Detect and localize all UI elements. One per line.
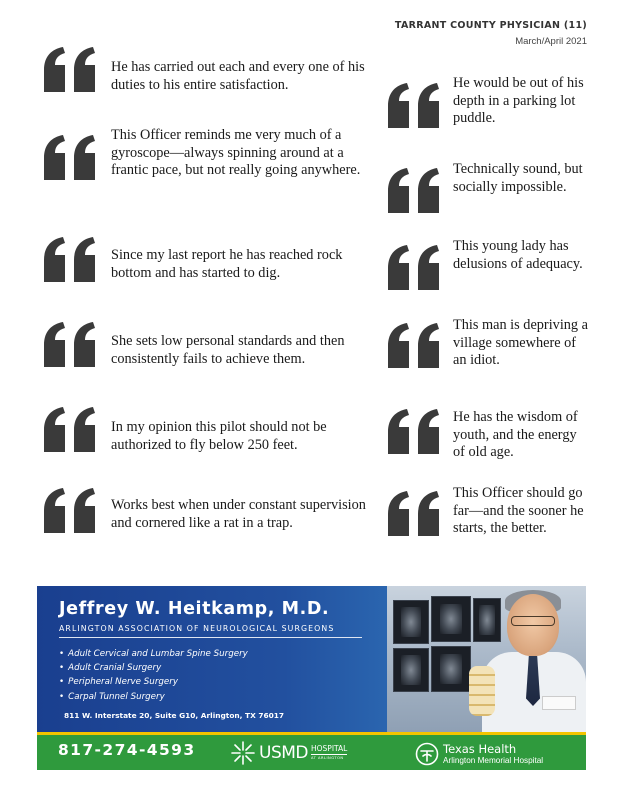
quote-text: Technically sound, but socially impossible. xyxy=(453,161,583,195)
quote-text: In my opinion this pilot should not be authorized to fly below 250 feet. xyxy=(111,419,327,453)
quote-mark-icon xyxy=(40,46,98,94)
doctor-glasses xyxy=(511,616,555,626)
doctor-name: Jeffrey W. Heitkamp, M.D. xyxy=(59,599,330,619)
issue-date: March/April 2021 xyxy=(515,36,587,47)
texas-health-logo xyxy=(415,739,543,769)
services-list xyxy=(59,647,248,704)
usmd-wordmark: USMD xyxy=(259,743,308,763)
quote-text: This Officer reminds me very much of a gyroscope—always spinning around at a frantic pace, but not really going anywhere. xyxy=(111,127,361,178)
list-item: • Adult Cranial Surgery xyxy=(59,661,248,675)
quote-block xyxy=(384,238,589,304)
quote-block xyxy=(384,75,589,142)
quote-mark-icon xyxy=(384,244,442,292)
page-header xyxy=(395,20,587,47)
usmd-hospital-logo xyxy=(230,739,347,767)
quote-mark-icon xyxy=(384,322,442,370)
quote-text: He has the wisdom of youth, and the energy of old age. xyxy=(453,409,578,460)
quote-block xyxy=(40,487,370,553)
clinic-address: 811 W. Interstate 20, Suite G10, Arlington, TX 76017 xyxy=(64,711,285,720)
quote-mark-icon xyxy=(384,82,442,130)
quote-mark-icon xyxy=(40,236,98,284)
quote-block xyxy=(384,161,589,227)
texas-health-name: Texas Health xyxy=(443,741,517,756)
quote-block xyxy=(40,321,370,371)
quote-text: Since my last report he has reached rock bottom and has started to dig. xyxy=(111,247,343,281)
advertisement xyxy=(37,586,586,770)
texas-health-icon xyxy=(415,742,439,766)
quote-block xyxy=(40,236,370,286)
xray-film xyxy=(473,598,501,642)
quote-block xyxy=(40,127,370,204)
quote-mark-icon xyxy=(384,167,442,215)
quote-text: He has carried out each and every one of his duties to his entire satisfaction. xyxy=(111,59,365,93)
texas-health-subtitle: Arlington Memorial Hospital xyxy=(443,755,544,765)
quote-block xyxy=(384,317,589,382)
xray-film xyxy=(393,648,429,692)
quote-text: This Officer should go far—and the sooner he starts, the better. xyxy=(453,485,584,536)
quote-mark-icon xyxy=(40,134,98,182)
phone-number: 817-274-4593 xyxy=(58,741,196,759)
list-item: • Peripheral Nerve Surgery xyxy=(59,675,248,689)
publication-title: TARRANT COUNTY PHYSICIAN (11) xyxy=(394,20,587,31)
usmd-starburst-icon xyxy=(230,740,256,766)
texas-health-wordmark xyxy=(443,743,543,766)
quote-block xyxy=(40,406,370,456)
quote-text: He would be out of his depth in a parking lot puddle. xyxy=(453,75,584,126)
ad-footer-bar xyxy=(37,732,586,770)
usmd-location-label: AT ARLINGTON xyxy=(311,756,344,760)
quote-text: This young lady has delusions of adequacy. xyxy=(453,238,583,272)
quote-text: Works best when under constant supervision and cornered like a rat in a trap. xyxy=(111,497,366,531)
quote-mark-icon xyxy=(40,406,98,454)
quote-mark-icon xyxy=(40,321,98,369)
quote-block xyxy=(384,408,589,468)
name-badge xyxy=(542,696,576,710)
divider xyxy=(59,637,362,638)
list-item: • Adult Cervical and Lumbar Spine Surgery xyxy=(59,647,248,661)
quote-block xyxy=(40,46,370,106)
xray-film xyxy=(393,600,429,644)
quote-text: She sets low personal standards and then consistently fails to achieve them. xyxy=(111,333,345,367)
quote-mark-icon xyxy=(384,490,442,538)
xray-film xyxy=(431,596,471,642)
quote-mark-icon xyxy=(40,487,98,535)
quote-mark-icon xyxy=(384,408,442,456)
spine-model xyxy=(469,666,495,716)
usmd-hospital-label: HOSPITAL xyxy=(311,744,348,753)
list-item: • Carpal Tunnel Surgery xyxy=(59,690,248,704)
association-name: ARLINGTON ASSOCIATION OF NEUROLOGICAL SURGEONS xyxy=(59,624,335,633)
usmd-subtitle xyxy=(311,744,347,762)
quote-text: This man is depriving a village somewhere of an idiot. xyxy=(453,317,589,368)
xray-film xyxy=(431,646,471,692)
quote-block xyxy=(384,485,589,556)
